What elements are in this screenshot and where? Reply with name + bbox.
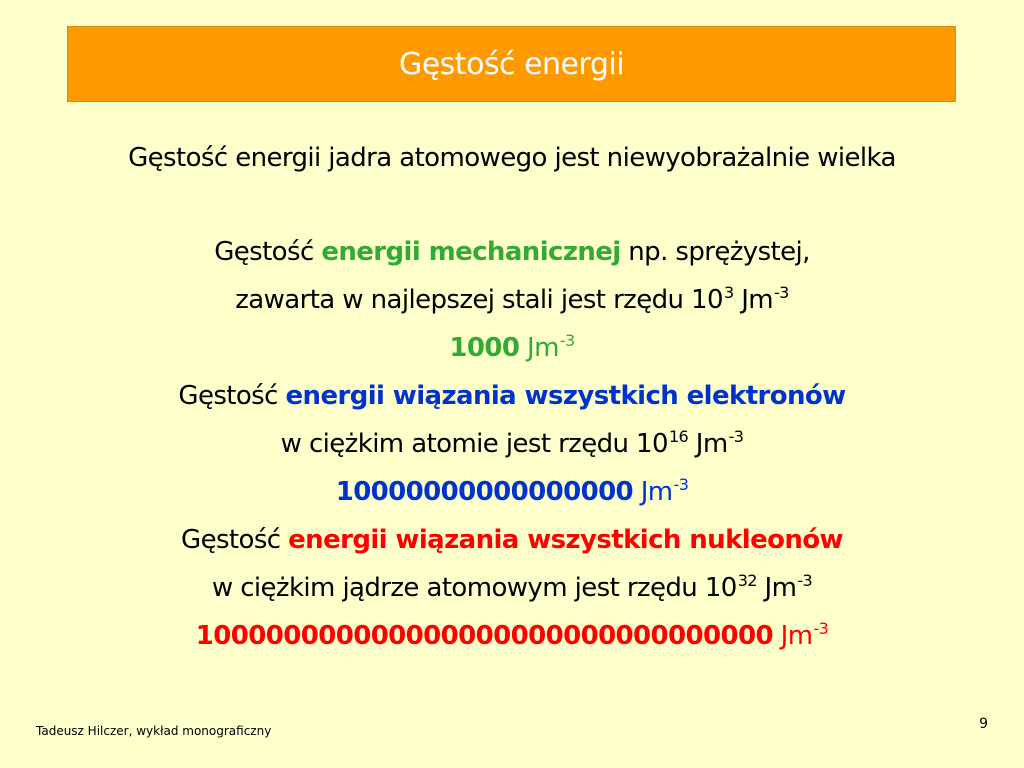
nucleons-value: 100000000000000000000000000000000 <box>195 621 773 651</box>
intro-text: Gęstość energii jadra atomowego jest niewyobrażalnie wielka <box>128 143 896 173</box>
mechanical-order-unit: Jm <box>733 285 773 315</box>
mechanical-highlight: energii mechanicznej <box>321 237 621 267</box>
electrons-order-unit-exponent: -3 <box>728 427 744 446</box>
mechanical-heading-line <box>0 228 1024 276</box>
slide-content <box>0 134 1024 660</box>
nucleons-value-unit: Jm <box>772 621 813 651</box>
nucleons-order-unit: Jm <box>756 573 797 603</box>
electrons-order-unit: Jm <box>688 429 728 459</box>
electrons-value-unit-exponent: -3 <box>673 475 689 494</box>
mechanical-value: 1000 <box>449 333 520 363</box>
electrons-order-exponent: 16 <box>668 427 689 446</box>
nucleons-order-exponent: 32 <box>737 571 757 590</box>
mechanical-tail: np. sprężystej, <box>620 237 810 267</box>
electrons-heading-line <box>0 372 1024 420</box>
mechanical-value-unit-exponent: -3 <box>559 331 575 350</box>
nucleons-order-text: w ciężkim jądrze atomowym jest rzędu 10 <box>211 573 737 603</box>
mechanical-order-text: zawarta w najlepszej stali jest rzędu 10 <box>235 285 723 315</box>
intro-line <box>0 134 1024 182</box>
mechanical-order-unit-exponent: -3 <box>774 283 789 302</box>
electrons-highlight: energii wiązania wszystkich elektronów <box>285 381 846 411</box>
electrons-order-line <box>0 420 1024 468</box>
mechanical-value-line <box>0 324 1024 372</box>
nucleons-order-line <box>0 564 1024 612</box>
spacer <box>0 182 1024 228</box>
nucleons-highlight: energii wiązania wszystkich nukleonów <box>288 525 843 555</box>
title-bar <box>67 26 956 102</box>
mechanical-value-unit: Jm <box>519 333 559 363</box>
mechanical-order-exponent: 3 <box>723 283 734 302</box>
slide-title: Gęstość energii <box>398 46 625 82</box>
electrons-value: 10000000000000000 <box>335 477 634 507</box>
electrons-order-text: w ciężkim atomie jest rzędu 10 <box>280 429 668 459</box>
mechanical-lead: Gęstość <box>214 237 322 267</box>
electrons-lead: Gęstość <box>178 381 286 411</box>
nucleons-value-line <box>0 612 1024 660</box>
page-number: 9 <box>979 716 988 732</box>
nucleons-lead: Gęstość <box>181 525 289 555</box>
nucleons-heading-line <box>0 516 1024 564</box>
footer-author: Tadeusz Hilczer, wykład monograficzny <box>36 724 272 738</box>
mechanical-order-line <box>0 276 1024 324</box>
nucleons-value-unit-exponent: -3 <box>813 619 829 638</box>
electrons-value-line <box>0 468 1024 516</box>
nucleons-order-unit-exponent: -3 <box>797 571 813 590</box>
electrons-value-unit: Jm <box>633 477 673 507</box>
